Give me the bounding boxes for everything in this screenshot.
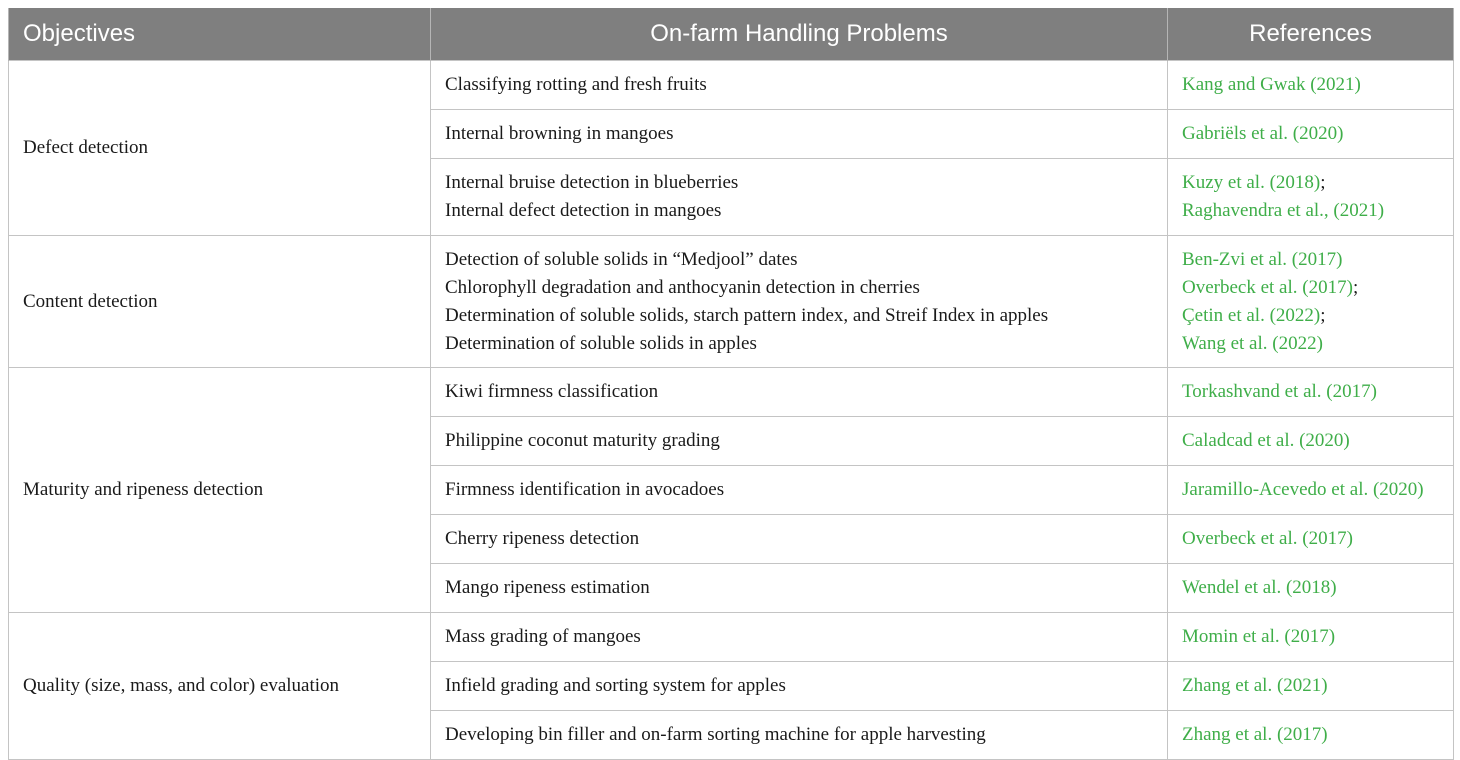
reference-link[interactable]: Overbeck et al. (2017) xyxy=(1182,276,1353,298)
problem-cell xyxy=(431,515,1168,564)
problem-cell xyxy=(431,110,1168,159)
problem-cell xyxy=(431,159,1168,236)
problem-text: Infield grading and sorting system for apples xyxy=(445,675,786,696)
problem-text: Determination of soluble solids, starch pattern index, and Streif Index in apples xyxy=(445,304,1049,326)
problem-cell xyxy=(431,61,1168,110)
problem-cell xyxy=(431,466,1168,515)
header-objectives: Objectives xyxy=(9,8,431,61)
table-row xyxy=(9,236,1454,368)
reference-link[interactable]: Overbeck et al. (2017) xyxy=(1182,528,1353,549)
problem-cell xyxy=(431,613,1168,662)
objective-cell: Defect detection xyxy=(9,61,431,236)
reference-link[interactable]: Kang and Gwak (2021) xyxy=(1182,74,1361,95)
reference-link[interactable]: Wendel et al. (2018) xyxy=(1182,577,1337,598)
reference-link[interactable]: Raghavendra et al., (2021) xyxy=(1182,200,1385,221)
problem-text: Classifying rotting and fresh fruits xyxy=(445,74,707,95)
reference-cell xyxy=(1168,368,1454,417)
problem-text: Kiwi firmness classification xyxy=(445,381,659,402)
reference-separator: ; xyxy=(1352,276,1359,298)
reference-cell xyxy=(1168,110,1454,159)
reference-cell xyxy=(1168,61,1454,110)
problem-text: Developing bin filler and on-farm sorting machine for apple harvesting xyxy=(445,724,986,745)
reference-link[interactable]: Torkashvand et al. (2017) xyxy=(1182,381,1377,402)
objective-cell: Content detection xyxy=(9,236,431,368)
reference-separator: ; xyxy=(1320,172,1326,193)
problem-cell xyxy=(431,368,1168,417)
reference-link[interactable]: Gabriëls et al. (2020) xyxy=(1182,123,1344,144)
reference-link[interactable]: Ben-Zvi et al. (2017) xyxy=(1182,248,1343,270)
problem-cell xyxy=(431,417,1168,466)
reference-cell xyxy=(1168,159,1454,236)
problem-text: Mango ripeness estimation xyxy=(445,577,650,598)
reference-link[interactable]: Jaramillo-Acevedo et al. (2020) xyxy=(1182,479,1424,500)
problem-text: Cherry ripeness detection xyxy=(445,528,640,549)
reference-link[interactable]: Caladcad et al. (2020) xyxy=(1182,430,1350,451)
reference-link[interactable]: Çetin et al. (2022) xyxy=(1182,304,1321,326)
problem-text: Detection of soluble solids in “Medjool” dates xyxy=(445,248,798,270)
problem-cell xyxy=(431,711,1168,760)
problem-text: Firmness identification in avocadoes xyxy=(445,479,725,500)
header-references: References xyxy=(1168,8,1454,61)
problem-text: Philippine coconut maturity grading xyxy=(445,430,720,451)
problem-text: Internal defect detection in mangoes xyxy=(445,200,722,221)
reference-cell xyxy=(1168,711,1454,760)
table-row xyxy=(9,368,1454,417)
problem-cell xyxy=(431,662,1168,711)
reference-cell xyxy=(1168,417,1454,466)
problem-text: Internal browning in mangoes xyxy=(445,123,674,144)
reference-cell xyxy=(1168,564,1454,613)
reference-link[interactable]: Zhang et al. (2017) xyxy=(1182,724,1328,745)
problem-cell xyxy=(431,564,1168,613)
reference-link[interactable]: Momin et al. (2017) xyxy=(1182,626,1336,647)
objective-cell: Quality (size, mass, and color) evaluation xyxy=(9,613,431,760)
reference-cell xyxy=(1168,613,1454,662)
reference-cell xyxy=(1168,515,1454,564)
problem-text: Mass grading of mangoes xyxy=(445,626,641,647)
reference-separator: ; xyxy=(1320,304,1326,326)
problem-text: Chlorophyll degradation and anthocyanin detection in cherries xyxy=(445,276,920,298)
problem-text: Determination of soluble solids in apples xyxy=(445,332,757,354)
reference-cell xyxy=(1168,236,1454,368)
reference-cell xyxy=(1168,662,1454,711)
table-row xyxy=(9,613,1454,662)
reference-cell xyxy=(1168,466,1454,515)
objective-cell: Maturity and ripeness detection xyxy=(9,368,431,613)
table-row xyxy=(9,61,1454,110)
reference-link[interactable]: Wang et al. (2022) xyxy=(1182,332,1323,354)
problem-cell xyxy=(431,236,1168,368)
header-row xyxy=(9,8,1454,61)
problem-text: Internal bruise detection in blueberries xyxy=(445,172,739,193)
objectives-table xyxy=(8,8,1454,760)
header-problems: On-farm Handling Problems xyxy=(431,8,1168,61)
reference-link[interactable]: Kuzy et al. (2018) xyxy=(1182,172,1321,193)
reference-link[interactable]: Zhang et al. (2021) xyxy=(1182,675,1328,696)
